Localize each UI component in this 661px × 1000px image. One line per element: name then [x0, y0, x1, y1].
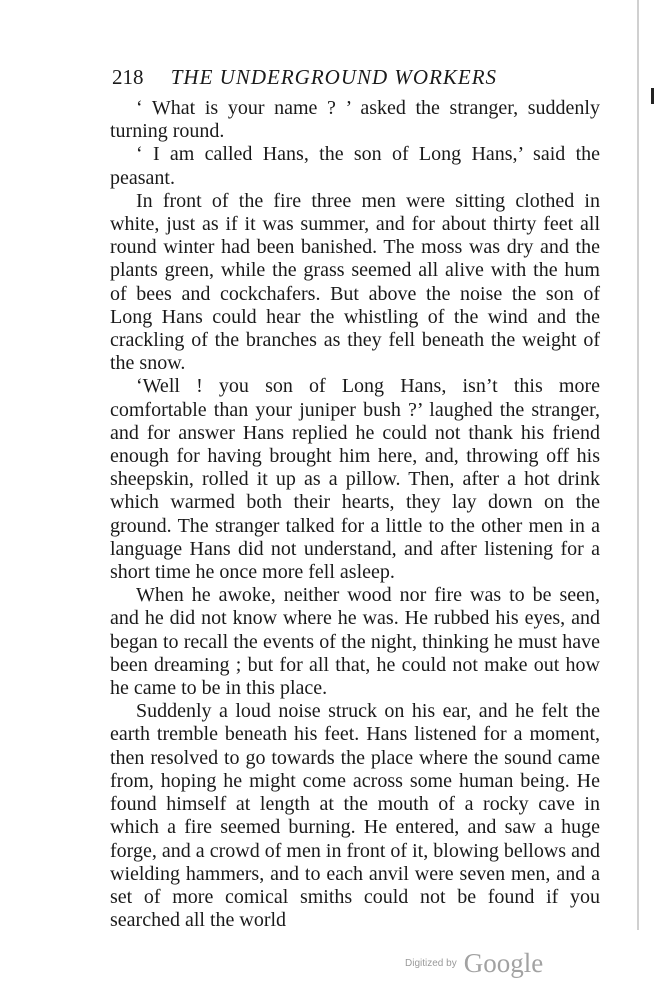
google-logo: Google	[463, 948, 544, 978]
digitized-label: Digitized by	[405, 958, 457, 969]
paragraph: ‘ What is your name ? ’ asked the stranger, suddenly turning round.	[110, 97, 600, 143]
paragraph: ‘ I am called Hans, the son of Long Hans,’ said the peasant.	[110, 143, 600, 189]
paragraph: When he awoke, neither wood nor fire was to be seen, and he did not know where he was. He rubbed his eyes, and began to recall the events of the night, thinking he must have been dreaming ; but for all that, he could not make out how he came to be in this place.	[110, 584, 600, 700]
running-header	[112, 60, 610, 94]
running-title: THE UNDERGROUND WORKERS	[170, 65, 498, 89]
page-number: 218	[112, 65, 144, 89]
paragraph: ‘Well ! you son of Long Hans, isn’t this more comfortable than your juniper bush ?’ laughed the stranger, and for answer Hans replied he could not thank his friend enough for having brought him here, and, throwing off his sheepskin, rolled it up as a pillow. Then, after a hot drink which warmed both their hearts, they lay down on the ground. The stranger talked for a little to the other men in a language Hans did not understand, and after listening for a short time he once more fell asleep.	[110, 375, 600, 584]
page-edge-line	[637, 0, 639, 930]
body-text	[110, 97, 600, 932]
digitized-watermark	[405, 948, 575, 982]
paragraph: Suddenly a loud noise struck on his ear, and he felt the earth tremble beneath his feet. Hans listened for a moment, then resolved to go towards the place where the sound came from, hoping he might come across some human being. He found himself at length at the mouth of a rocky cave in which a fire seemed burning. He entered, and saw a huge forge, and a crowd of men in front of it, blowing bellows and wielding hammers, and to each anvil were seven men, and a set of more comical smiths could not be found if you searched all the world	[110, 700, 600, 932]
paragraph: In front of the fire three men were sitting clothed in white, just as if it was summer, and for about thirty feet all round winter had been banished. The moss was dry and the plants green, while the grass seemed all alive with the hum of bees and cockchafers. But above the noise the son of Long Hans could hear the whistling of the wind and the crackling of the branches as they fell beneath the weight of the snow.	[110, 189, 600, 375]
margin-mark	[651, 88, 654, 104]
